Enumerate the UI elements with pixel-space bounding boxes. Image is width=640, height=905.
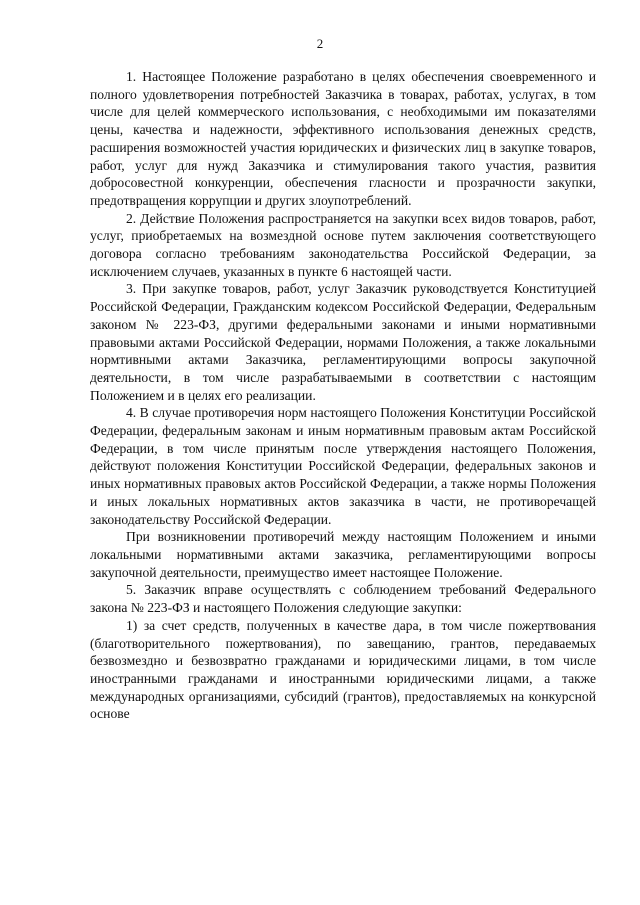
- paragraph-4-continuation: При возникновении противоречий между настоящим Положением и иными локальными нормативными актами заказчика, регламентирующими вопросы закупочной деятельности, преимущество имеет настоящее Положение.: [90, 529, 596, 580]
- paragraph-3: 3. При закупке товаров, работ, услуг Заказчик руководствуется Конституцией Российской Федерации, Гражданским кодексом Российской Федерации, Федеральным законом № 223-ФЗ, другими федеральными законами и иными нормативными правовыми актами Российской Федерации, нормами Положения, а также локальными нормтивными актами Заказчика, регламентирующими вопросы закупочной деятельности, в том числе разрабатываемыми в соответствии с настоящим Положением и в целях его реализации.: [90, 281, 596, 403]
- paragraph-5-item-1: 1) за счет средств, полученных в качестве дара, в том числе пожертвования (благотворительного пожертвования), по завещанию, грантов, передаваемых безвозмездно и безвозвратно гражданами и юридическими лицами, в том числе иностранными гражданами и иностранными юридическими лицами, а также международных организациями, субсидий (грантов), предоставляемых на конкурсной основе: [90, 617, 596, 722]
- paragraph-4: 4. В случае противоречия норм настоящего Положения Конституции Российской Федерации, федеральным законам и иным нормативным правовым актам Российской Федерации, в том числе принятым после утверждения настоящего Положения, действуют положения Конституции Российской Федерации, федеральных законов и иных нормативных правовых актов Российской Федерации, а также нормы Положения и иных локальных нормативных актов заказчика в части, не противоречащей законодательству Российской Федерации.: [90, 405, 596, 527]
- page-number: 2: [316, 36, 324, 51]
- paragraph-2: 2. Действие Положения распространяется на закупки всех видов товаров, работ, услуг, приобретаемых на возмездной основе путем заключения соответствующего договора согласно требованиям законодательства Российской Федерации, за исключением случаев, указанных в пункте 6 настоящей части.: [90, 210, 596, 279]
- paragraph-1: 1. Настоящее Положение разработано в целях обеспечения своевременного и полного удовлетворения потребностей Заказчика в товарах, работах, услугах, в том числе для целей коммерческого использования, с необходимыми им показателями цены, качества и надежности, эффективного использования денежных средств, расширения возможностей участия юридических и физических лиц в закупке товаров, работ, услуг для нужд Заказчика и стимулирования такого участия, развития добросовестной конкуренции, обеспечения гласности и прозрачности закупки, предотвращения коррупции и других злоупотреблений.: [90, 69, 596, 208]
- document-body: [90, 68, 596, 723]
- paragraph-5: 5. Заказчик вправе осуществлять с соблюдением требований Федерального закона № 223-ФЗ и настоящего Положения следующие закупки:: [90, 582, 596, 616]
